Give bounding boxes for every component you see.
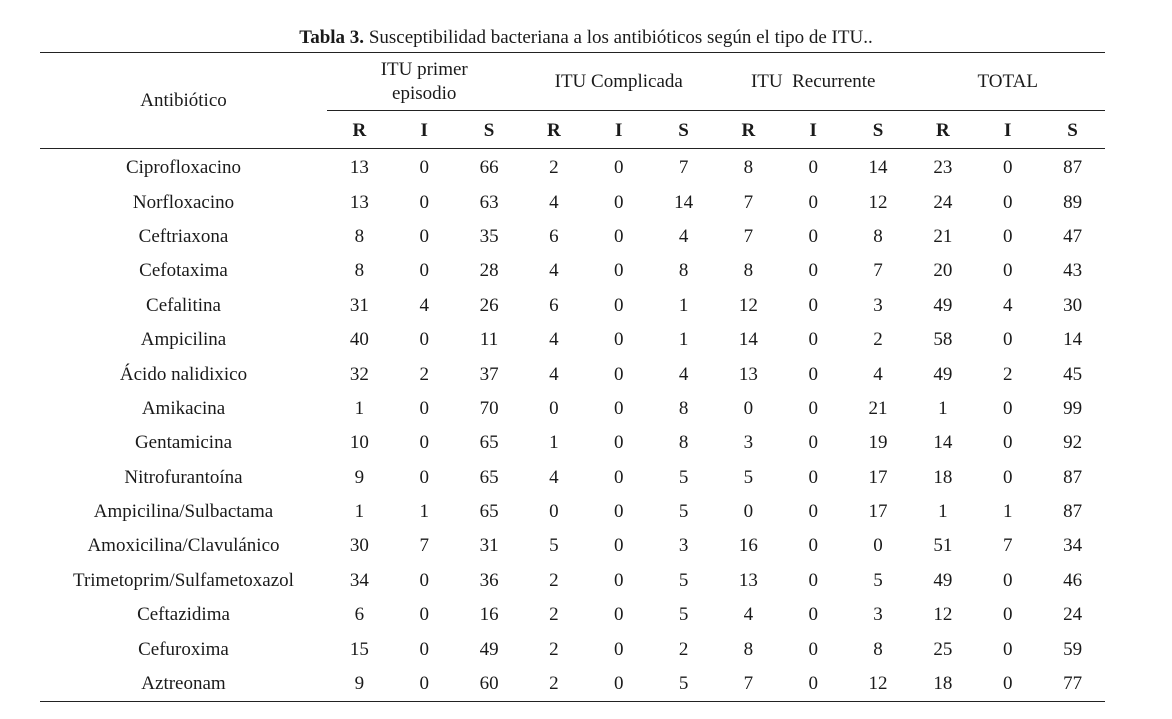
value-cell: 0: [1002, 225, 1013, 247]
table-row: [40, 529, 1105, 563]
group-header-complicada: [521, 53, 716, 111]
value-cell: 31: [479, 535, 499, 557]
antibiotic-name-cell: Ampicilina: [140, 329, 227, 351]
value-cell: 34: [349, 569, 369, 591]
sub-header-s: S: [651, 111, 716, 149]
value-cell: 0: [743, 501, 754, 523]
value-cell: 4: [549, 363, 559, 385]
value-cell: 0: [419, 260, 429, 282]
value-cell: 0: [613, 535, 624, 557]
antibiotic-name-cell: Gentamicina: [134, 432, 233, 454]
table-row: [40, 289, 1105, 323]
value-cell: 0: [613, 157, 624, 179]
group-label: TOTAL: [977, 70, 1038, 92]
value-cell: 0: [1002, 638, 1013, 660]
antibiotic-name-cell: Norfloxacino: [132, 191, 235, 213]
antibiotic-name-cell: Nitrofurantoína: [124, 466, 243, 488]
table-caption: [0, 26, 1172, 50]
value-cell: 2: [549, 157, 559, 179]
value-cell: 0: [808, 569, 818, 591]
sub-header-s: S: [1040, 111, 1105, 149]
value-cell: 8: [354, 260, 365, 282]
group-header-total: [910, 53, 1105, 111]
value-cell: 6: [549, 225, 559, 247]
value-cell: 5: [678, 604, 689, 626]
value-cell: 4: [1002, 294, 1013, 316]
antibiotic-name-cell: Cefalitina: [146, 294, 221, 316]
value-cell: 60: [457, 667, 522, 702]
value-cell: 8: [678, 432, 689, 454]
value-cell: 18: [910, 667, 975, 702]
antibiotic-name-cell: Ampicilina/Sulbactama: [93, 501, 274, 523]
value-cell: 4: [549, 466, 559, 488]
value-cell: 15: [349, 638, 369, 660]
value-cell: 47: [1063, 225, 1083, 247]
value-cell: 31: [349, 294, 369, 316]
antibiotic-name-cell: Ceftazidima: [137, 604, 230, 626]
value-cell: 10: [349, 432, 369, 454]
value-cell: 0: [419, 329, 429, 351]
sub-header-r: R: [910, 111, 975, 149]
value-cell: 45: [1063, 363, 1083, 385]
value-cell: 65: [479, 501, 499, 523]
group-label: ITU primer episodio: [380, 58, 468, 104]
value-cell: 0: [808, 432, 818, 454]
value-cell: 14: [1063, 329, 1083, 351]
value-cell: 0: [808, 466, 818, 488]
value-cell: 49: [479, 638, 499, 660]
value-cell: 4: [419, 294, 429, 316]
value-cell: 1: [1002, 501, 1013, 523]
value-cell: 8: [354, 225, 365, 247]
value-cell: 30: [349, 535, 369, 557]
value-cell: 0: [1002, 260, 1013, 282]
value-cell: 0: [808, 260, 818, 282]
value-cell: 0: [1002, 466, 1013, 488]
value-cell: 12: [868, 191, 888, 213]
value-cell: 0: [1002, 432, 1013, 454]
table-row: [40, 461, 1105, 495]
group-header-primer-episodio: [327, 53, 521, 111]
value-cell: 87: [1063, 501, 1083, 523]
sub-header-r: R: [521, 111, 586, 149]
susceptibility-table: [40, 52, 1105, 702]
value-cell: 13: [738, 363, 758, 385]
value-cell: 0: [1002, 397, 1013, 419]
value-cell: 1: [419, 501, 429, 523]
value-cell: 2: [419, 363, 429, 385]
value-cell: 0: [1002, 329, 1013, 351]
value-cell: 1: [938, 397, 948, 419]
value-cell: 66: [479, 157, 499, 179]
value-cell: 8: [873, 638, 883, 660]
value-cell: 0: [808, 329, 818, 351]
value-cell: 0: [613, 329, 624, 351]
value-cell: 1: [354, 501, 365, 523]
value-cell: 34: [1063, 535, 1083, 557]
antibiotic-name-cell: Cefotaxima: [139, 260, 228, 282]
value-cell: 58: [933, 329, 953, 351]
value-cell: 35: [479, 225, 499, 247]
value-cell: 20: [933, 260, 953, 282]
value-cell: 65: [479, 466, 499, 488]
value-cell: 12: [846, 667, 911, 702]
value-cell: 1: [354, 397, 365, 419]
value-cell: 92: [1063, 432, 1083, 454]
value-cell: 0: [419, 432, 429, 454]
value-cell: 14: [674, 191, 694, 213]
value-cell: 59: [1063, 638, 1083, 660]
value-cell: 99: [1063, 397, 1083, 419]
sub-header-i: I: [392, 111, 457, 149]
value-cell: 4: [549, 191, 559, 213]
value-cell: 0: [808, 397, 818, 419]
value-cell: 1: [549, 432, 559, 454]
caption-text: Susceptibilidad bacteriana a los antibióticos según el tipo de ITU..: [364, 27, 873, 48]
value-cell: 4: [873, 363, 883, 385]
value-cell: 2: [549, 569, 559, 591]
table-body: [40, 149, 1105, 702]
value-cell: 0: [808, 363, 818, 385]
table-row: [40, 632, 1105, 666]
antibiotic-name-cell: Amikacina: [141, 397, 226, 419]
value-cell: 0: [808, 638, 818, 660]
value-cell: 4: [743, 604, 754, 626]
value-cell: 25: [933, 638, 953, 660]
value-cell: 2: [678, 638, 689, 660]
sub-header-i: I: [975, 111, 1040, 149]
value-cell: 0: [419, 466, 429, 488]
value-cell: 0: [808, 294, 818, 316]
value-cell: 13: [738, 569, 758, 591]
value-cell: 17: [868, 501, 888, 523]
value-cell: 7: [743, 191, 754, 213]
value-cell: 9: [327, 667, 392, 702]
value-cell: 5: [678, 501, 689, 523]
antibiotic-name-cell: Trimetoprim/Sulfametoxazol: [73, 569, 294, 591]
value-cell: 6: [354, 604, 365, 626]
value-cell: 0: [1002, 569, 1013, 591]
value-cell: 0: [419, 397, 429, 419]
value-cell: 49: [933, 294, 953, 316]
value-cell: 37: [479, 363, 499, 385]
value-cell: 11: [479, 329, 499, 351]
value-cell: 0: [613, 638, 624, 660]
value-cell: 14: [868, 157, 888, 179]
sub-header-s: S: [846, 111, 911, 149]
table-row: [40, 149, 1105, 186]
table-row: [40, 185, 1105, 219]
value-cell: 0: [586, 667, 651, 702]
value-cell: 0: [873, 535, 883, 557]
antibiotic-name-cell: Ciprofloxacino: [125, 157, 242, 179]
value-cell: 77: [1040, 667, 1105, 702]
antibiotic-name-cell: Ceftriaxona: [138, 225, 229, 247]
table-row: [40, 392, 1105, 426]
value-cell: 5: [678, 466, 689, 488]
value-cell: 0: [613, 191, 624, 213]
value-cell: 4: [678, 363, 689, 385]
table-row: [40, 254, 1105, 288]
antibiotic-name-cell: Aztreonam: [40, 667, 327, 702]
value-cell: 65: [479, 432, 499, 454]
value-cell: 7: [419, 535, 429, 557]
value-cell: 49: [933, 569, 953, 591]
value-cell: 36: [479, 569, 499, 591]
value-cell: 87: [1063, 157, 1083, 179]
value-cell: 13: [349, 157, 369, 179]
value-cell: 49: [933, 363, 953, 385]
table-row: [40, 323, 1105, 357]
value-cell: 0: [1002, 157, 1013, 179]
value-cell: 0: [613, 501, 624, 523]
value-cell: 0: [392, 667, 457, 702]
value-cell: 2: [873, 329, 883, 351]
value-cell: 0: [419, 638, 429, 660]
value-cell: 2: [549, 638, 559, 660]
value-cell: 4: [549, 260, 559, 282]
value-cell: 8: [743, 157, 754, 179]
value-cell: 8: [743, 260, 754, 282]
sub-header-r: R: [327, 111, 392, 149]
value-cell: 26: [479, 294, 499, 316]
value-cell: 9: [354, 466, 365, 488]
value-cell: 5: [651, 667, 716, 702]
sub-header-i: I: [781, 111, 846, 149]
value-cell: 70: [479, 397, 499, 419]
value-cell: 0: [419, 191, 429, 213]
value-cell: 32: [349, 363, 369, 385]
value-cell: 2: [521, 667, 586, 702]
value-cell: 14: [738, 329, 758, 351]
value-cell: 19: [868, 432, 888, 454]
value-cell: 0: [549, 501, 559, 523]
value-cell: 5: [549, 535, 559, 557]
value-cell: 0: [613, 604, 624, 626]
table-row: [40, 220, 1105, 254]
antibiotic-column-header: Antibiótico: [40, 53, 327, 149]
value-cell: 28: [479, 260, 499, 282]
antibiotic-name-cell: Amoxicilina/Clavulánico: [87, 535, 280, 557]
value-cell: 0: [613, 569, 624, 591]
value-cell: 3: [873, 604, 883, 626]
value-cell: 12: [738, 294, 758, 316]
value-cell: 0: [613, 432, 624, 454]
value-cell: 13: [349, 191, 369, 213]
value-cell: 0: [1002, 191, 1013, 213]
table-row: [40, 426, 1105, 460]
table-row: [40, 598, 1105, 632]
caption-label: Tabla 3.: [299, 27, 365, 48]
value-cell: 5: [743, 466, 754, 488]
value-cell: 24: [1063, 604, 1083, 626]
value-cell: 63: [479, 191, 499, 213]
value-cell: 17: [868, 466, 888, 488]
value-cell: 0: [808, 501, 818, 523]
value-cell: 0: [743, 397, 754, 419]
value-cell: 0: [613, 260, 624, 282]
value-cell: 0: [613, 363, 624, 385]
value-cell: 2: [549, 604, 559, 626]
value-cell: 0: [419, 569, 429, 591]
value-cell: 7: [873, 260, 883, 282]
value-cell: 89: [1063, 191, 1083, 213]
value-cell: 24: [933, 191, 953, 213]
value-cell: 0: [549, 397, 559, 419]
value-cell: 0: [613, 466, 624, 488]
table-row: [40, 495, 1105, 529]
value-cell: 51: [933, 535, 953, 557]
sub-header-s: S: [457, 111, 522, 149]
value-cell: 7: [743, 225, 754, 247]
value-cell: 12: [933, 604, 953, 626]
value-cell: 0: [781, 667, 846, 702]
value-cell: 6: [549, 294, 559, 316]
value-cell: 23: [933, 157, 953, 179]
value-cell: 7: [716, 667, 781, 702]
value-cell: 8: [678, 397, 689, 419]
value-cell: 30: [1063, 294, 1083, 316]
value-cell: 18: [933, 466, 953, 488]
value-cell: 7: [678, 157, 689, 179]
value-cell: 0: [1002, 604, 1013, 626]
value-cell: 0: [613, 397, 624, 419]
value-cell: 0: [808, 604, 818, 626]
value-cell: 8: [873, 225, 883, 247]
value-cell: 87: [1063, 466, 1083, 488]
value-cell: 4: [549, 329, 559, 351]
antibiotic-name-cell: Ácido nalidixico: [119, 363, 248, 385]
value-cell: 0: [613, 294, 624, 316]
value-cell: 8: [678, 260, 689, 282]
sub-header-r: R: [716, 111, 781, 149]
value-cell: 0: [808, 157, 818, 179]
value-cell: 16: [479, 604, 499, 626]
value-cell: 0: [808, 225, 818, 247]
value-cell: 1: [678, 294, 689, 316]
group-header-row: [40, 53, 1105, 111]
value-cell: 8: [743, 638, 754, 660]
value-cell: 0: [613, 225, 624, 247]
value-cell: 40: [349, 329, 369, 351]
value-cell: 3: [873, 294, 883, 316]
value-cell: 2: [1002, 363, 1013, 385]
value-cell: 21: [868, 397, 888, 419]
group-label: ITU Recurrente: [750, 70, 876, 92]
antibiotic-name-cell: Cefuroxima: [138, 638, 229, 660]
sub-header-i: I: [586, 111, 651, 149]
value-cell: 3: [743, 432, 754, 454]
value-cell: 5: [873, 569, 883, 591]
value-cell: 0: [975, 667, 1040, 702]
value-cell: 43: [1063, 260, 1083, 282]
value-cell: 16: [738, 535, 758, 557]
value-cell: 3: [678, 535, 689, 557]
value-cell: 21: [933, 225, 953, 247]
value-cell: 1: [938, 501, 948, 523]
group-label: ITU Complicada: [554, 70, 683, 92]
value-cell: 14: [933, 432, 953, 454]
group-header-recurrente: [716, 53, 910, 111]
value-cell: 0: [419, 604, 429, 626]
table-row: [40, 667, 1105, 702]
value-cell: 0: [419, 157, 429, 179]
value-cell: 5: [678, 569, 689, 591]
value-cell: 0: [808, 191, 818, 213]
value-cell: 0: [808, 535, 818, 557]
value-cell: 0: [419, 225, 429, 247]
value-cell: 7: [1002, 535, 1013, 557]
value-cell: 4: [678, 225, 689, 247]
table-row: [40, 564, 1105, 598]
value-cell: 46: [1063, 569, 1083, 591]
value-cell: 1: [678, 329, 689, 351]
table-row: [40, 357, 1105, 391]
